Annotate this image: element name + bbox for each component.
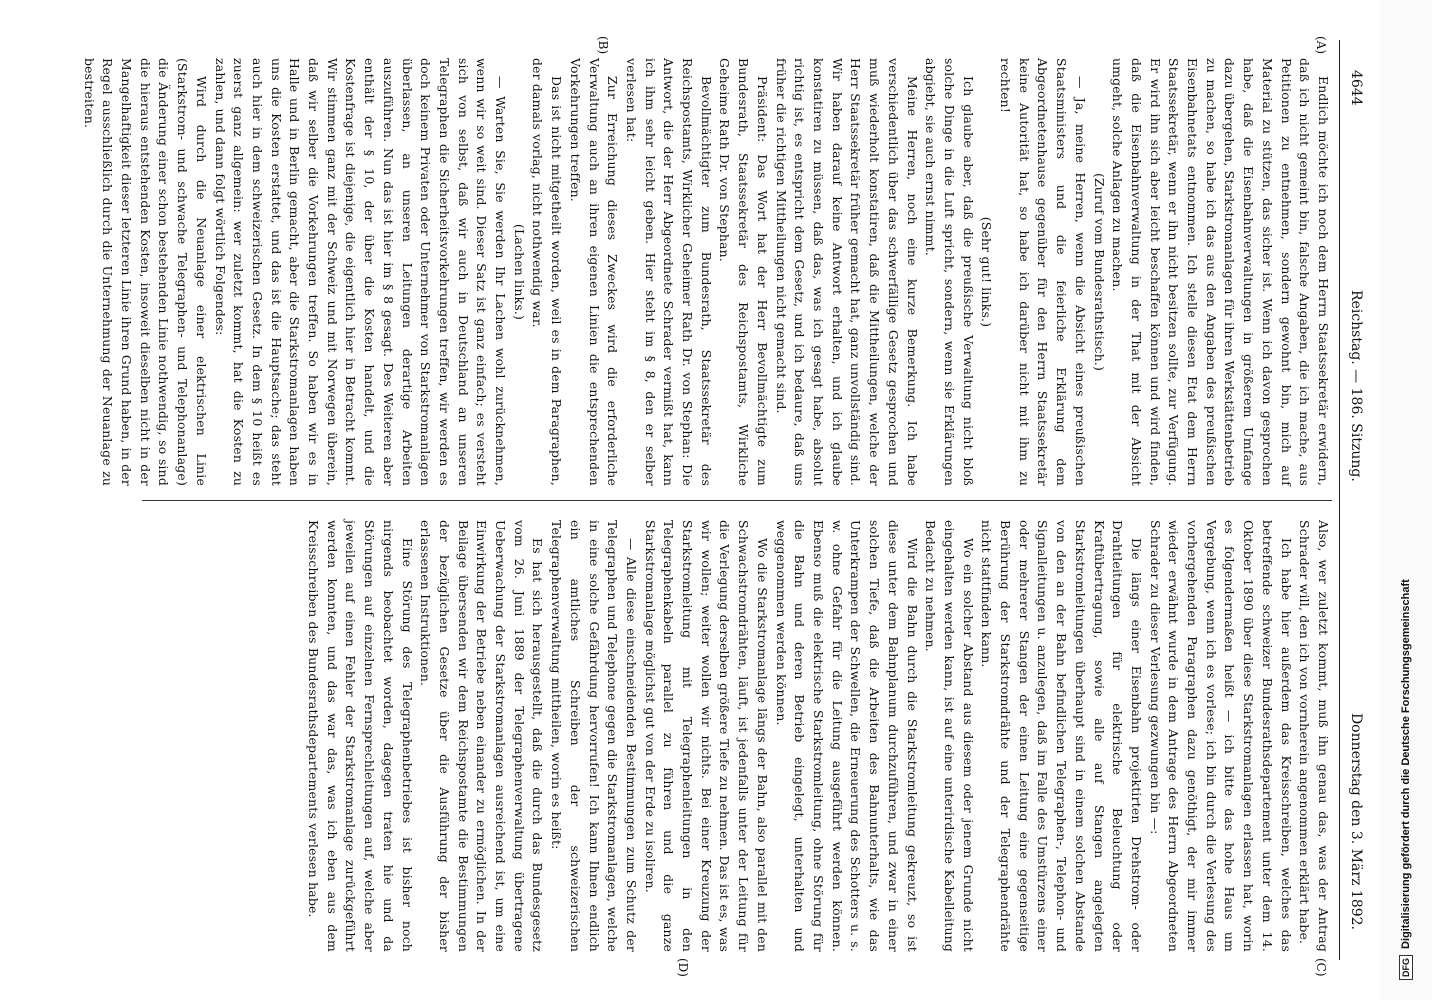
dfg-logo: DFG: [1399, 955, 1413, 980]
margin-marker-d: (D): [676, 958, 690, 977]
scan-credit: [1384, 20, 1428, 980]
session-title: Reichstag. — 186. Sitzung.: [1348, 290, 1364, 482]
quotation: Wird die Bahn durch die Starkstromleitung gekreuzt, so ist diese unter dem Bahnplanum durchzuführen, und zwar in einer solchen Tiefe, daß die Arbeiten des Bahnunterhalts, wie das Unterkrampen der Schwellen, die Erneuerung des Schotters u. s. w. ohne Gefahr für die Leitung ausgeführt werden können. Ebenso muß die elektrische Starkstromleitung, ohne Störung für die Bahn und deren Betrieb eingelegt, unterhalten und weggenommen werden können.: [773, 520, 920, 952]
paragraph: Ich habe hier außerdem das Kreisschreiben, welches das betreffende schweizer Bundesrathsdepartement unter dem 14. Oktober 1890 über diese Starkstromanlagen erlassen hat, worin es folgendermaßen heißt — ich bitte das hohe Haus um Vergebung, wenn ich es vorlese; ich bin durch die Verlesung des vorhergehenden Paragraphen dazu genöthigt, der mir immer wieder erwähnt wurde in dem Antrage des Herrn Abgeordneten Schrader zu dieser Verlesung gezwungen bin —:: [1147, 520, 1294, 952]
left-column: [79, 58, 1332, 486]
quotation: Eine Störung des Telegraphenbetriebes ist bisher noch nirgends beobachtet worden, dagegen traten hie und da Störungen auf einzelnen Fernsprechleitungen auf, welche aber jeweilen auf einen Fehler der Starkstromanlage zurückgeführt werden konnten, und das war das, was ich eben aus dem Kreisschreiben des Bundesrathsdepartements verlesen habe.: [306, 520, 415, 952]
quotation: Zur Erreichung dieses Zweckes wird die erforderliche Verwaltung auch an ihren eigenen Linien die entsprechenden Vorkehrungen treffen.: [567, 58, 621, 486]
quotation: Wo ein solcher Abstand aus diesem oder jenem Grunde nicht eingehalten werden kann, ist auf eine unterirdische Kabelleitung Bedacht zu nehmen.: [923, 520, 976, 952]
session-date: Donnerstag den 3. März 1892.: [1348, 712, 1364, 930]
quotation: Es hat sich herausgestellt, daß die durch das Bundesgesetz vom 26. Juni 1889 der Telegraphenverwaltung übertragene Ueberwachung der Starkstromanlagen ausreichend ist, um eine Einwirkung der Betriebe neben einander zu ermöglichen. In der Beilage übersenden wir dem Reichspostamte die Bestimmungen der bezüglichen Gesetze über die Ausführung der bisher erlassenen Instruktionen.: [418, 520, 546, 952]
margin-marker-c: (C): [1314, 958, 1328, 977]
funding-credit: Digitalisierung gefördert durch die Deutsche Forschungsgemeinschaft: [1400, 579, 1412, 949]
paragraph: Endlich möchte ich noch dem Herrn Staatssekretär erwidern, daß ich nicht gemeint bin, falsche Angaben, die ich mache, aus Petitionen zu entnehmen, sondern gewohnt bin, mich auf Material zu stützen, das sicher ist. Wenn ich davon gesprochen habe, daß die Eisenbahnverwaltungen in größerem Umfange dazu übergehen, Starkstromanlagen für ihren Werkstättenbetrieb zu machen, so habe ich das aus den Angaben des preußischen Eisenbahnetats entnommen. Ich stelle diesen Etat dem Herrn Staatssekretär, wenn er ihn nicht besitzen sollte, zur Verfügung. Er wird ihn sich aber leicht beschaffen können und wird finden, daß die Eisenbahnverwaltung in der That mit der Absicht umgeht, solche Anlagen zu machen.: [1110, 58, 1331, 486]
page-number: 4644: [1348, 70, 1364, 106]
paragraph: Präsident: Das Wort hat der Herr Bevollmächtigte zum Bundesrath, Staatssekretär des Reichspostamts, Wirkliche Geheime Rath Dr. von Stephan.: [717, 58, 770, 486]
paragraph: Meine Herren, noch eine kurze Bemerkung. Ich habe verschiedentlich über das schwerfällige Gesetz gesprochen und muß wiederholt konstatiren, daß die Mittheilungen, welche der Herr Staatssekretär früher gemacht hat, ganz unvollständig sind. Wir haben darauf keine Antwort erhalten, und ich glaube konstatiren zu müssen, daß das, was ich gesagt habe, absolut richtig ist, es entspricht dem Gesetz, und ich bedaure, daß uns früher die richtigen Mittheilungen nicht gemacht sind.: [773, 58, 920, 486]
page-header: [1339, 40, 1366, 960]
margin-marker-b: (B): [596, 36, 610, 55]
paragraph: Das ist nicht mitgetheilt worden, weil es in dem Paragraphen, der damals vorlag, nicht nothwendig war.: [530, 58, 565, 486]
column-divider: [142, 500, 1332, 501]
paragraph: — Ja, meine Herren, wenn die Absicht eines preußischen Staatsministers und die feierliche Erklärung dem Abgeordnetenhause gegenüber für den Herrn Staatssekretär keine Autorität hat, so habe ich darüber nicht mit ihm zu rechten!: [998, 58, 1088, 486]
margin-marker-a: (A): [1314, 36, 1328, 55]
interjection: (Lachen links.): [511, 223, 527, 321]
paragraph: — Alle diese einschneidenden Bestimmungen zum Schutz der Telegraphen und Telephone gegen die Starkstromanlagen, welche in eine solche Gefährdung hervorrufen! Ich kann Ihnen endlich ein amtliches Schreiben der schweizerischen Telegraphenverwaltung mittheilen, worin es heißt:: [549, 520, 639, 952]
paragraph: Bevollmächtigter zum Bundesrath, Staatssekretär des Reichspostamts, Wirklicher Geheimer Rath Dr. von Stephan: Die Antwort, die der Herr Abgeordnete Schrader vermißt hat, kann ich ihm sehr leicht geben. Hier steht im § 8, den er selber verlesen hat:: [623, 58, 714, 486]
quotation: Die längs einer Eisenbahn projektirten Drehstrom- oder Drahtleitungen für elektrische Beleuchtung oder Kraftübertragung, sowie alle auf Stangen angelegten Starkstromleitungen überhaupt sind in einem solchen Abstande von den an der Bahn befindlichen Telegraphen-, Telephon- und Signalleitungen u. anzulegen, daß im Falle des Umstürzens einer oder mehrerer Stangen der einen Leitung eine gegenseitige Berührung der Starkstromdrähte und der Telegraphendrähte nicht stattfinden kann.: [979, 520, 1144, 952]
paragraph: Also, wer zuletzt kommt, muß ihn genau das, was der Antrag Schrader will, den ich von vornherein angenommen erklärt habe.: [1297, 520, 1331, 952]
right-column: [303, 520, 1332, 952]
paragraph: Wo die Starkstromanlage längs der Bahn, also parallel mit den Schwachstromdrähten, läuft, ist jedenfalls unter der Leitung für die Verlegung derselben größere Tiefe zu nehmen. Das ist es, was wir wollen; weiter wollen wir nichts. Bei einer Kreuzung der Starkstromleitung mit Telegraphenleitungen in den Telegraphenkabeln parallel zu führen und die ganze Starkstromanlage möglichst gut von der Erde zu isoliren.: [642, 520, 770, 952]
scan-credit-strip: [1380, 0, 1432, 1000]
interjection: (Zuruf vom Bundesrathstisch.): [1091, 172, 1107, 372]
paragraph: Ich glaube aber, daß die preußische Verwaltung nicht bloß solche Dinge in die Luft spricht, sondern, wenn sie Erklärungen abgiebt, sie auch ernst nimmt.: [923, 58, 976, 486]
quotation: Wird durch die Neuanlage einer elektrischen Linie (Starkstrom- und schwache Telegraphen- und Telephonanlage) die Änderung einer schon bestehenden Linie nothwendig, so sind die hieraus entstehenden Kosten, insoweit dieselben nicht in der Mangelhaftigkeit dieser letzteren Linie ihren Grund haben, in der Regel ausschließlich durch die Unternehmung der Neuanlage zu bestreiten.: [81, 58, 209, 486]
interjection: (Sehr gut! links.): [979, 216, 995, 328]
paragraph: — Warten Sie, Sie werden Ihr Lachen wohl zurücknehmen, wenn wir so weit sind. Dieser Satz ist ganz einfach; es versteht sich von selbst, daß wir auch in Deutschland an unseren Telegraphen die Sicherheitsvorkehrungen treffen, wir werden es doch keinem Privaten oder Unternehmer von Starkstromanlagen überlassen, an unseren Leitungen derartige Arbeiten auszuführen. Nun das ist hier im § 8 gesagt. Des Weiteren aber enthält der § 10, der über die Kosten handelt, und die Kostenfrage ist diejenige, die eigentlich hier in Betracht kommt. Wir stimmen ganz mit der Schweiz und mit Norwegen überein, daß wir selber die Vorkehrungen treffen. So haben wir es in Halle und in Berlin gemacht, aber die Starkstromanlagen haben uns die Kosten erstattet, und das ist die Hauptsache; das steht auch hier in dem schweizerischen Gesetz. In dem § 10 heißt es zuerst ganz allgemein: wer zuletzt kommt, hat die Kosten zu zahlen, und dann folgt wörtlich Folgendes:: [212, 58, 509, 486]
